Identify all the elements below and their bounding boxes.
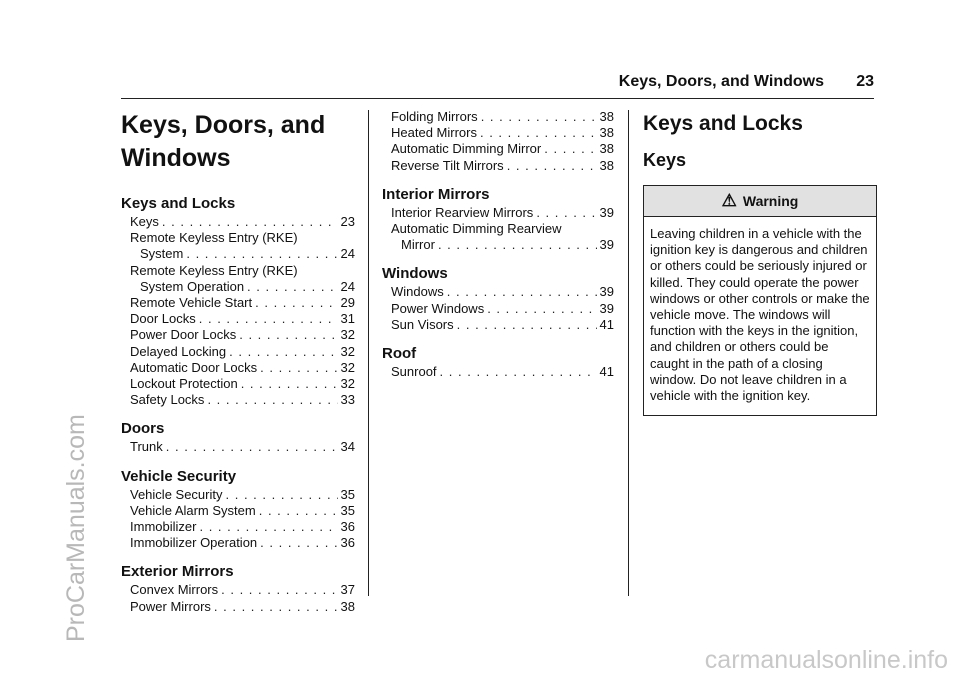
toc-entry-page: 38 bbox=[599, 157, 614, 173]
content-column bbox=[643, 109, 875, 416]
toc-entry[interactable] bbox=[391, 364, 614, 380]
warning-label: Warning bbox=[742, 193, 799, 209]
page-number: 23 bbox=[856, 73, 874, 90]
toc-column-1 bbox=[121, 109, 355, 615]
toc-entry[interactable] bbox=[130, 327, 355, 343]
toc-entry[interactable] bbox=[391, 301, 614, 317]
toc-entry-label: Immobilizer bbox=[130, 519, 197, 535]
toc-entry-page: 31 bbox=[340, 311, 355, 327]
dot-leader bbox=[221, 582, 337, 598]
toc-entry-label: Automatic Door Locks bbox=[130, 359, 258, 375]
dot-leader bbox=[544, 141, 596, 157]
toc-heading-vehicle-security: Vehicle Security bbox=[121, 467, 237, 485]
bottom-watermark: carmanualsonline.info bbox=[704, 646, 948, 674]
toc-entry-label: Vehicle Security bbox=[130, 486, 223, 502]
toc-entry-label: Automatic Dimming Mirror bbox=[391, 141, 542, 157]
toc-heading-doors: Doors bbox=[121, 420, 165, 438]
toc-entry-label: Folding Mirrors bbox=[391, 109, 478, 124]
toc-entry-label: Remote Keyless Entry (RKE) bbox=[130, 230, 298, 246]
toc-entry-page: 32 bbox=[340, 359, 355, 375]
dot-leader bbox=[241, 376, 338, 392]
subsection-title: Keys bbox=[643, 150, 687, 170]
toc-heading-interior-mirrors: Interior Mirrors bbox=[382, 185, 490, 203]
dot-leader bbox=[260, 535, 337, 551]
toc-entry-page: 39 bbox=[599, 284, 614, 300]
toc-entry-page: 24 bbox=[340, 278, 355, 294]
dot-leader bbox=[162, 214, 338, 230]
toc-entry-label: Windows bbox=[391, 284, 444, 300]
toc-entry-label: Lockout Protection bbox=[130, 376, 238, 392]
toc-list-keys-and-locks bbox=[121, 214, 355, 408]
toc-entry-label: Vehicle Alarm System bbox=[130, 502, 256, 518]
toc-entry-page: 34 bbox=[340, 439, 355, 455]
toc-entry-label: Reverse Tilt Mirrors bbox=[391, 157, 504, 173]
toc-entry-label: Trunk bbox=[130, 439, 163, 455]
dot-leader bbox=[255, 295, 337, 311]
column-divider-left bbox=[368, 110, 369, 596]
toc-entry-label: Automatic Dimming Rearview bbox=[391, 221, 562, 237]
dot-leader bbox=[229, 344, 337, 360]
toc-list-exterior-mirrors bbox=[121, 582, 355, 614]
toc-entry-label: Power Door Locks bbox=[130, 327, 237, 343]
dot-leader bbox=[199, 519, 337, 535]
toc-heading-windows: Windows bbox=[382, 265, 448, 283]
toc-entry-page: 24 bbox=[340, 246, 355, 262]
toc-entry-label: Delayed Locking bbox=[130, 343, 227, 359]
toc-entry[interactable] bbox=[130, 439, 355, 455]
toc-entry[interactable] bbox=[130, 344, 355, 360]
toc-entry-label: Heated Mirrors bbox=[391, 125, 477, 141]
toc-entry-continued[interactable] bbox=[130, 246, 355, 262]
toc-entry-page: 37 bbox=[340, 582, 355, 598]
dot-leader bbox=[481, 109, 597, 125]
toc-entry[interactable] bbox=[391, 141, 614, 157]
toc-entry[interactable] bbox=[391, 125, 614, 141]
toc-entry[interactable] bbox=[391, 109, 614, 125]
toc-column-2 bbox=[382, 109, 614, 380]
toc-entry[interactable] bbox=[391, 205, 614, 221]
toc-entry-label: Sunroof bbox=[391, 364, 437, 380]
toc-entry[interactable] bbox=[130, 582, 355, 598]
dot-leader bbox=[457, 317, 597, 333]
dot-leader bbox=[260, 360, 337, 376]
toc-entry-continued[interactable] bbox=[130, 279, 355, 295]
toc-entry-page: 23 bbox=[340, 214, 355, 229]
dot-leader bbox=[166, 439, 338, 455]
toc-entry[interactable] bbox=[130, 376, 355, 392]
toc-list-mirrors-continued bbox=[382, 109, 614, 174]
toc-entry-page: 38 bbox=[340, 598, 355, 614]
side-watermark: ProCarManuals.com bbox=[62, 414, 90, 642]
toc-entry-page: 38 bbox=[599, 109, 614, 124]
toc-entry-label: System bbox=[140, 246, 184, 262]
toc-list-doors bbox=[121, 439, 355, 455]
toc-entry-page: 36 bbox=[340, 519, 355, 535]
toc-entry-page: 32 bbox=[340, 343, 355, 359]
dot-leader bbox=[247, 279, 337, 295]
toc-entry[interactable] bbox=[130, 230, 355, 246]
toc-list-roof bbox=[382, 364, 614, 380]
dot-leader bbox=[259, 503, 338, 519]
toc-entry-label: Interior Rearview Mirrors bbox=[391, 204, 534, 220]
dot-leader bbox=[199, 311, 338, 327]
toc-entry-page: 39 bbox=[599, 300, 614, 316]
toc-entry[interactable] bbox=[130, 392, 355, 408]
toc-entry-page: 36 bbox=[340, 535, 355, 551]
toc-entry-label: Remote Keyless Entry (RKE) bbox=[130, 262, 298, 278]
toc-entry-label: Safety Locks bbox=[130, 392, 205, 408]
toc-list-vehicle-security bbox=[121, 487, 355, 552]
column-divider-right bbox=[628, 110, 629, 596]
toc-entry-label: Door Locks bbox=[130, 311, 196, 327]
toc-entry-page: 29 bbox=[340, 295, 355, 311]
toc-entry-page: 39 bbox=[599, 237, 614, 253]
toc-entry-page: 32 bbox=[340, 376, 355, 392]
dot-leader bbox=[487, 301, 596, 317]
dot-leader bbox=[480, 125, 597, 141]
dot-leader bbox=[214, 599, 338, 615]
toc-list-interior-mirrors bbox=[382, 205, 614, 254]
toc-entry-label: Convex Mirrors bbox=[130, 582, 219, 598]
toc-entry[interactable] bbox=[130, 295, 355, 311]
dot-leader bbox=[207, 392, 337, 408]
toc-entry-page: 41 bbox=[599, 316, 614, 332]
toc-entry-label: Keys bbox=[130, 214, 159, 229]
toc-entry[interactable] bbox=[130, 487, 355, 503]
dot-leader bbox=[226, 487, 338, 503]
toc-entry-page: 32 bbox=[340, 327, 355, 343]
toc-heading-keys-and-locks: Keys and Locks bbox=[121, 195, 236, 212]
chapter-title bbox=[121, 109, 355, 175]
toc-entry-page: 38 bbox=[599, 125, 614, 141]
header-title: Keys, Doors, and Windows bbox=[618, 73, 824, 90]
toc-entry[interactable] bbox=[130, 519, 355, 535]
toc-entry-continued[interactable] bbox=[391, 237, 614, 253]
toc-entry-page: 35 bbox=[340, 486, 355, 502]
toc-entry-label: Power Mirrors bbox=[130, 598, 211, 614]
toc-heading-roof: Roof bbox=[382, 345, 417, 363]
header-rule bbox=[121, 98, 874, 99]
toc-heading-exterior-mirrors: Exterior Mirrors bbox=[121, 563, 234, 581]
toc-entry[interactable] bbox=[130, 311, 355, 327]
toc-entry-label: Sun Visors bbox=[391, 316, 454, 332]
warning-box bbox=[643, 185, 877, 416]
toc-entry[interactable] bbox=[130, 599, 355, 615]
toc-entry-label: System Operation bbox=[140, 278, 245, 294]
toc-entry[interactable] bbox=[130, 360, 355, 376]
toc-entry[interactable] bbox=[391, 158, 614, 174]
toc-list-windows bbox=[382, 284, 614, 333]
dot-leader bbox=[536, 205, 596, 221]
toc-entry[interactable] bbox=[391, 284, 614, 300]
dot-leader bbox=[186, 246, 337, 262]
toc-entry[interactable] bbox=[130, 535, 355, 551]
section-title: Keys and Locks bbox=[643, 112, 803, 135]
toc-entry-page: 41 bbox=[599, 364, 614, 380]
dot-leader bbox=[438, 237, 597, 253]
warning-text: Leaving children in a vehicle with the ignition key is dangerous and children or others could be seriously injured or killed. They could operate the power windows or other controls or make the vehicle move. The windows will function with the keys in the ignition, and children or others could be caught in the path of a closing window. Do not leave children in a vehicle with the ignition key. bbox=[650, 226, 870, 404]
toc-entry[interactable] bbox=[130, 214, 355, 230]
toc-entry-label: Power Windows bbox=[391, 300, 485, 316]
toc-entry-label: Immobilizer Operation bbox=[130, 535, 258, 551]
dot-leader bbox=[507, 158, 597, 174]
chapter-title-line1: Keys, Doors, and bbox=[121, 111, 326, 139]
toc-entry-label: Mirror bbox=[401, 237, 435, 253]
dot-leader bbox=[440, 364, 597, 380]
page-header bbox=[121, 73, 874, 95]
dot-leader bbox=[239, 327, 337, 343]
warning-header bbox=[644, 186, 876, 217]
toc-entry-label: Remote Vehicle Start bbox=[130, 295, 253, 311]
toc-entry-page: 39 bbox=[599, 204, 614, 220]
dot-leader bbox=[447, 284, 597, 300]
toc-entry-page: 33 bbox=[340, 392, 355, 408]
toc-entry[interactable] bbox=[130, 503, 355, 519]
toc-entry-page: 35 bbox=[340, 502, 355, 518]
chapter-title-line2: Windows bbox=[121, 144, 231, 172]
toc-entry[interactable] bbox=[130, 263, 355, 279]
warning-triangle-icon: ⚠ bbox=[721, 191, 737, 210]
toc-entry[interactable] bbox=[391, 317, 614, 333]
toc-entry[interactable] bbox=[391, 221, 614, 237]
toc-entry-page: 38 bbox=[599, 141, 614, 157]
